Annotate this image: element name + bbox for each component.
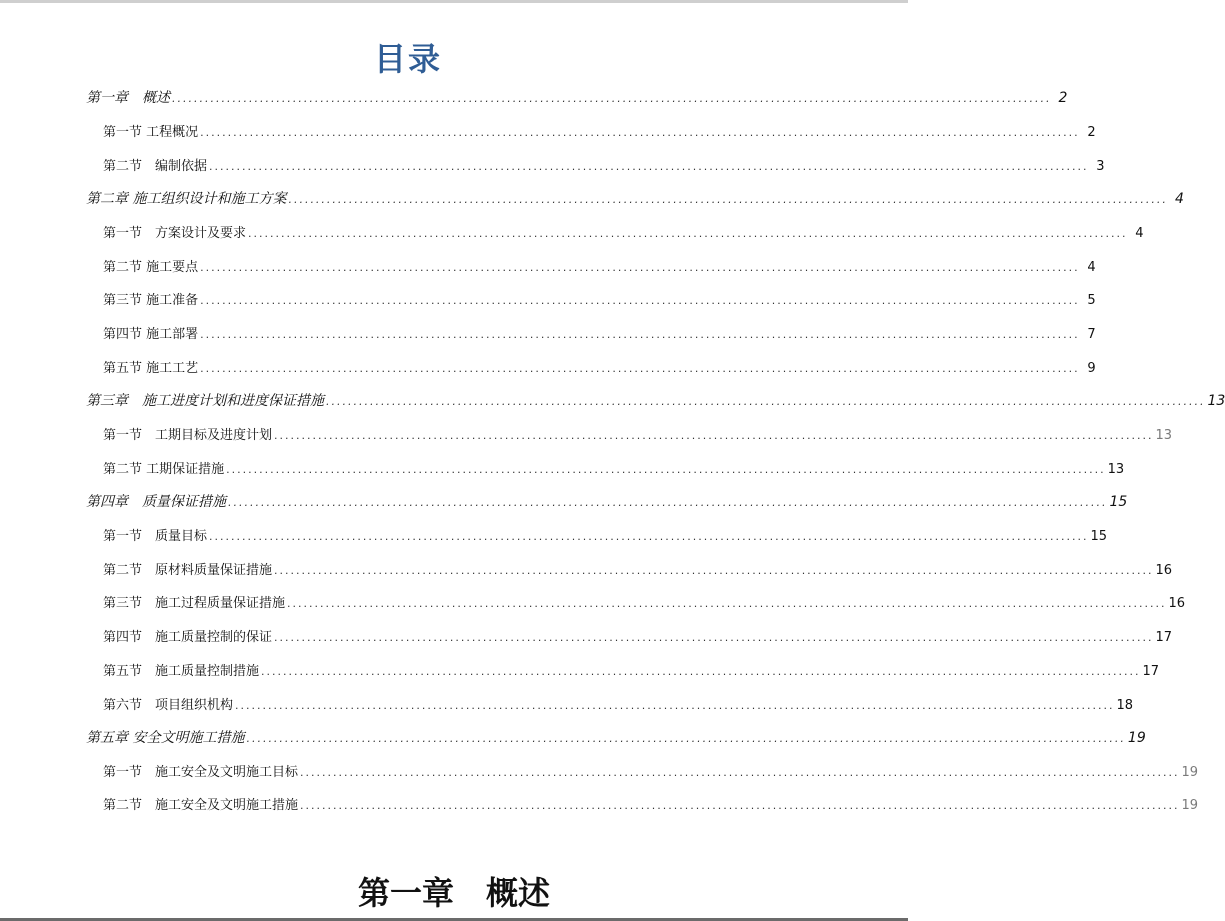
toc-entry-page: 9: [1087, 361, 1096, 376]
toc-entry-page: 19: [1181, 798, 1199, 813]
dot-leader: ................................................................................................................................................................: [209, 160, 1089, 173]
chapter-heading: 第一章 概述: [357, 874, 550, 912]
dot-leader: ................................................................................................................................................................: [326, 395, 1206, 408]
toc-entry-label: 第一节 方案设计及要求: [103, 226, 247, 241]
dot-leader: ................................................................................................................................................................: [274, 429, 1154, 442]
toc-entry-label: 第四章 质量保证措施: [86, 494, 226, 510]
toc-entry-label: 第一章 概述: [86, 90, 170, 106]
toc-entry-label: 第四节 施工质量控制的保证: [103, 630, 273, 645]
toc-entry-page: 4: [1174, 191, 1184, 207]
toc-entry[interactable]: [103, 121, 1096, 140]
toc-entry-page: 3: [1096, 159, 1105, 174]
toc-entry-page: 19: [1127, 730, 1146, 746]
toc-entry-page: 4: [1087, 260, 1096, 275]
toc-entry-page: 7: [1087, 327, 1096, 342]
toc-entry[interactable]: [103, 155, 1105, 174]
dot-leader: ................................................................................................................................................................: [288, 193, 1168, 206]
toc-entry[interactable]: [103, 458, 1125, 477]
toc-entry-page: 19: [1181, 765, 1199, 780]
dot-leader: ................................................................................................................................................................: [200, 294, 1080, 307]
toc-entry[interactable]: [103, 794, 1199, 813]
toc-entry-page: 13: [1107, 462, 1125, 477]
toc-entry-page: 2: [1087, 125, 1096, 140]
toc-entry[interactable]: [103, 222, 1144, 241]
toc-entry-page: 15: [1109, 494, 1128, 510]
toc-entry-label: 第三节 施工准备: [103, 293, 199, 308]
toc-entry-page: 4: [1135, 226, 1144, 241]
toc-entry[interactable]: [103, 761, 1199, 780]
toc-entry-label: 第一节 工程概况: [103, 125, 199, 140]
dot-leader: ................................................................................................................................................................: [200, 261, 1080, 274]
toc-entry-page: 17: [1142, 664, 1160, 679]
toc-entry[interactable]: [103, 592, 1186, 611]
toc-entry-label: 第二章 施工组织设计和施工方案: [86, 191, 287, 207]
toc-entry-label: 第二节 施工安全及文明施工措施: [103, 798, 299, 813]
toc-entry[interactable]: [86, 727, 1146, 747]
toc-entry[interactable]: [103, 323, 1096, 342]
toc-entry-label: 第二节 编制依据: [103, 159, 208, 174]
toc-entry[interactable]: [103, 289, 1096, 308]
toc-entry[interactable]: [103, 424, 1173, 443]
toc-entry[interactable]: [103, 559, 1173, 578]
toc-entry-label: 第二节 施工要点: [103, 260, 199, 275]
dot-leader: ................................................................................................................................................................: [300, 799, 1180, 812]
toc-entry[interactable]: [86, 491, 1128, 511]
toc-entry-label: 第三章 施工进度计划和进度保证措施: [86, 393, 324, 409]
dot-leader: ................................................................................................................................................................: [228, 496, 1108, 509]
toc-entry-label: 第一节 工期目标及进度计划: [103, 428, 273, 443]
dot-leader: ................................................................................................................................................................: [274, 631, 1154, 644]
toc-entry-label: 第四节 施工部署: [103, 327, 199, 342]
toc-entry[interactable]: [103, 525, 1108, 544]
toc-entry-label: 第三节 施工过程质量保证措施: [103, 596, 286, 611]
toc-entry-label: 第六节 项目组织机构: [103, 698, 234, 713]
toc-entry[interactable]: [103, 694, 1134, 713]
toc-entry[interactable]: [86, 188, 1184, 208]
toc-entry-page: 16: [1168, 596, 1186, 611]
top-divider: [0, 0, 908, 3]
toc-entry-page: 17: [1155, 630, 1173, 645]
toc-entry-page: 2: [1058, 90, 1068, 106]
toc-entry-label: 第二节 工期保证措施: [103, 462, 225, 477]
dot-leader: ................................................................................................................................................................: [200, 328, 1080, 341]
dot-leader: ................................................................................................................................................................: [246, 732, 1126, 745]
toc-title: 目录: [373, 40, 442, 78]
toc-entry[interactable]: [86, 87, 1068, 107]
toc-entry-label: 第五节 施工工艺: [103, 361, 199, 376]
dot-leader: ................................................................................................................................................................: [200, 126, 1080, 139]
toc-entry-page: 13: [1207, 393, 1225, 409]
dot-leader: ................................................................................................................................................................: [235, 699, 1115, 712]
dot-leader: ................................................................................................................................................................: [200, 362, 1080, 375]
dot-leader: ................................................................................................................................................................: [287, 597, 1167, 610]
dot-leader: ................................................................................................................................................................: [261, 665, 1141, 678]
toc-entry-label: 第一节 质量目标: [103, 529, 208, 544]
toc-entry-label: 第一节 施工安全及文明施工目标: [103, 765, 299, 780]
toc-entry-page: 15: [1090, 529, 1108, 544]
dot-leader: ................................................................................................................................................................: [172, 92, 1052, 105]
toc-entry[interactable]: [86, 390, 1225, 410]
toc-entry-label: 第五节 施工质量控制措施: [103, 664, 260, 679]
toc-entry[interactable]: [103, 256, 1096, 275]
toc-entry[interactable]: [103, 660, 1160, 679]
dot-leader: ................................................................................................................................................................: [248, 227, 1128, 240]
dot-leader: ................................................................................................................................................................: [226, 463, 1106, 476]
dot-leader: ................................................................................................................................................................: [274, 564, 1154, 577]
toc-entry-label: 第二节 原材料质量保证措施: [103, 563, 273, 578]
toc-entry-page: 16: [1155, 563, 1173, 578]
dot-leader: ................................................................................................................................................................: [300, 766, 1180, 779]
toc-entry[interactable]: [103, 357, 1096, 376]
toc-entry-page: 5: [1087, 293, 1096, 308]
toc-entry[interactable]: [103, 626, 1173, 645]
toc-entry-label: 第五章 安全文明施工措施: [86, 730, 245, 746]
toc-entry-page: 18: [1116, 698, 1134, 713]
toc-entry-page: 13: [1155, 428, 1173, 443]
dot-leader: ................................................................................................................................................................: [209, 530, 1089, 543]
